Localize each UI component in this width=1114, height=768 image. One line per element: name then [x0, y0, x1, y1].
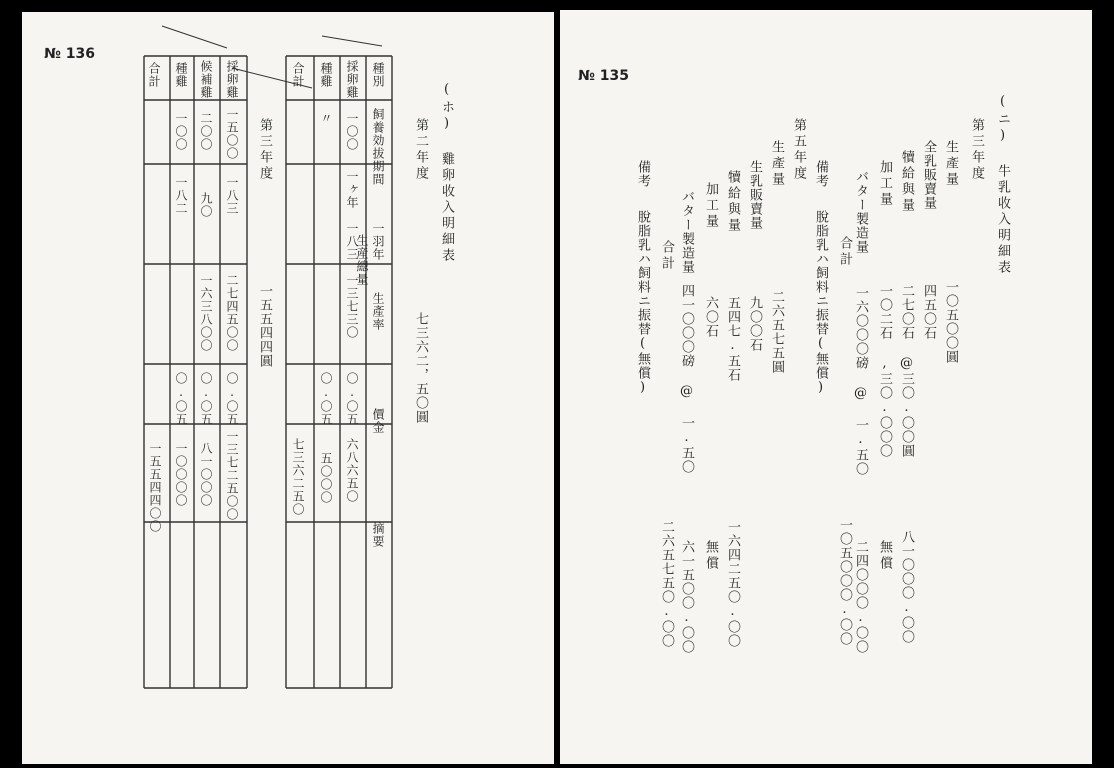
item-amount: 六一五〇〇.〇〇 — [679, 540, 694, 654]
cell: 一三七三〇 — [345, 274, 359, 339]
header-breeder: 種雞 — [174, 62, 188, 88]
item-value: 五四七.五石 — [725, 296, 740, 382]
cell: 九〇 — [199, 192, 213, 218]
header-type: 種別 — [371, 62, 385, 88]
cell: 一〇〇 — [345, 112, 359, 151]
cell: 一ヶ年 — [345, 170, 359, 209]
header-layer: 採卵雞 — [225, 60, 239, 99]
item-value: 四五〇石 — [921, 284, 936, 340]
header-production: 生産總量 — [355, 234, 369, 286]
cell: 一八三 — [345, 222, 359, 261]
item-value: 脫脂乳ハ飼料ニ振替(無償) — [813, 210, 828, 396]
item-label: 生乳販賣量 — [747, 160, 762, 230]
item-label: 加工量 — [703, 182, 718, 230]
header-perbird: 一羽年 — [371, 222, 385, 261]
header-period: 飼養効拔期間 — [371, 108, 385, 186]
item-label: 全乳販賣量 — [921, 140, 936, 210]
year2-amount: 七三六二，五〇圓 — [413, 312, 428, 424]
header-total: 合計 — [147, 62, 161, 88]
item-value: 一〇二石 ,三〇.〇〇〇 — [877, 284, 892, 458]
item-value: 四一〇〇〇磅 @ 一.五〇 — [679, 284, 694, 474]
cell: 〇.〇五 — [345, 372, 359, 426]
year3-label: 第三年度 — [257, 118, 272, 182]
year2-label: 第二年度 — [413, 118, 428, 182]
header-price: 價金 — [371, 408, 385, 434]
cell: 〇.〇五 — [225, 372, 239, 426]
cell: 一八三 — [225, 176, 239, 215]
item-amount: 無償 — [877, 540, 892, 572]
left-page — [22, 12, 554, 764]
cell: 七三六二五〇 — [291, 438, 305, 516]
cell: 二〇〇 — [199, 112, 213, 151]
item-value: 一〇五〇〇圓 — [943, 280, 958, 364]
cell: 八一〇〇〇 — [199, 442, 213, 507]
item-value: 一六〇〇〇磅 @ 一.五〇 — [853, 286, 868, 476]
item-amount: 八一〇〇〇.〇〇 — [899, 530, 914, 644]
item-label: 犢給與量 — [725, 170, 740, 234]
item-amount: 無償 — [703, 540, 718, 572]
header-breeder: 種雞 — [319, 62, 333, 88]
item-label: 加工量 — [877, 160, 892, 208]
page-number: № 136 — [44, 46, 95, 62]
item-label: バター製造量 — [853, 170, 868, 254]
cell: 二七四五〇〇 — [225, 274, 239, 352]
cell: 〇.〇五 — [319, 372, 333, 426]
cell: 一三七二五〇〇 — [225, 430, 239, 521]
item-value: 二七〇石 @三〇.〇〇圓 — [899, 284, 914, 458]
item-label: 合計 — [659, 240, 674, 272]
page-title: (ニ) 牛乳收入明細表 — [995, 94, 1010, 276]
cell: 一〇〇 — [174, 112, 188, 151]
item-label: 生產量 — [769, 140, 784, 188]
cell: 六八六五〇 — [345, 438, 359, 503]
item-label: 犢給與量 — [899, 150, 914, 214]
header-remarks: 摘要 — [371, 522, 385, 548]
item-label: 備考 — [635, 160, 650, 188]
cell: 一六三八〇〇 — [199, 274, 213, 352]
cell: 一五五四四〇〇 — [148, 442, 162, 533]
cell: 一八二 — [174, 176, 188, 215]
header-rate: 生產率 — [371, 292, 385, 331]
page-number: № 135 — [578, 68, 629, 84]
item-value: 脫脂乳ハ飼料ニ振替(無償) — [635, 210, 650, 396]
item-amount: 一〇五〇〇〇.〇〇 — [837, 518, 852, 646]
item-label: 生產量 — [943, 140, 958, 188]
year3-label: 第三年度 — [969, 118, 984, 182]
table-lines — [22, 12, 554, 764]
year5-label: 第五年度 — [791, 118, 806, 182]
right-page — [560, 10, 1092, 764]
item-value: 九〇〇石 — [747, 296, 762, 352]
item-amount: 二四〇〇〇.〇〇 — [853, 540, 868, 654]
cell: 〃 — [319, 112, 333, 125]
item-label: 合計 — [837, 236, 852, 268]
item-amount: 一六四二五〇.〇〇 — [725, 520, 740, 648]
item-label: バター製造量 — [679, 190, 694, 274]
page-title: (ホ) 雞卵收入明細表 — [439, 82, 454, 264]
item-label: 備考 — [813, 160, 828, 188]
cell: 五〇〇〇 — [319, 452, 333, 504]
year3-amount: 一五五四四圓 — [257, 284, 272, 368]
item-value: 二六五七五圓 — [769, 290, 784, 374]
cell: 一〇〇〇〇 — [174, 442, 188, 507]
item-amount: 二六五七五〇.〇〇 — [659, 520, 674, 648]
header-total: 合計 — [291, 62, 305, 88]
cell: 〇.〇五 — [199, 372, 213, 426]
header-candidate: 候補雞 — [199, 60, 213, 99]
cell: 〇.〇五 — [174, 372, 188, 426]
item-value: 六〇石 — [703, 296, 718, 338]
header-layer: 採卵雞 — [345, 60, 359, 99]
cell: 一五〇〇 — [225, 108, 239, 160]
